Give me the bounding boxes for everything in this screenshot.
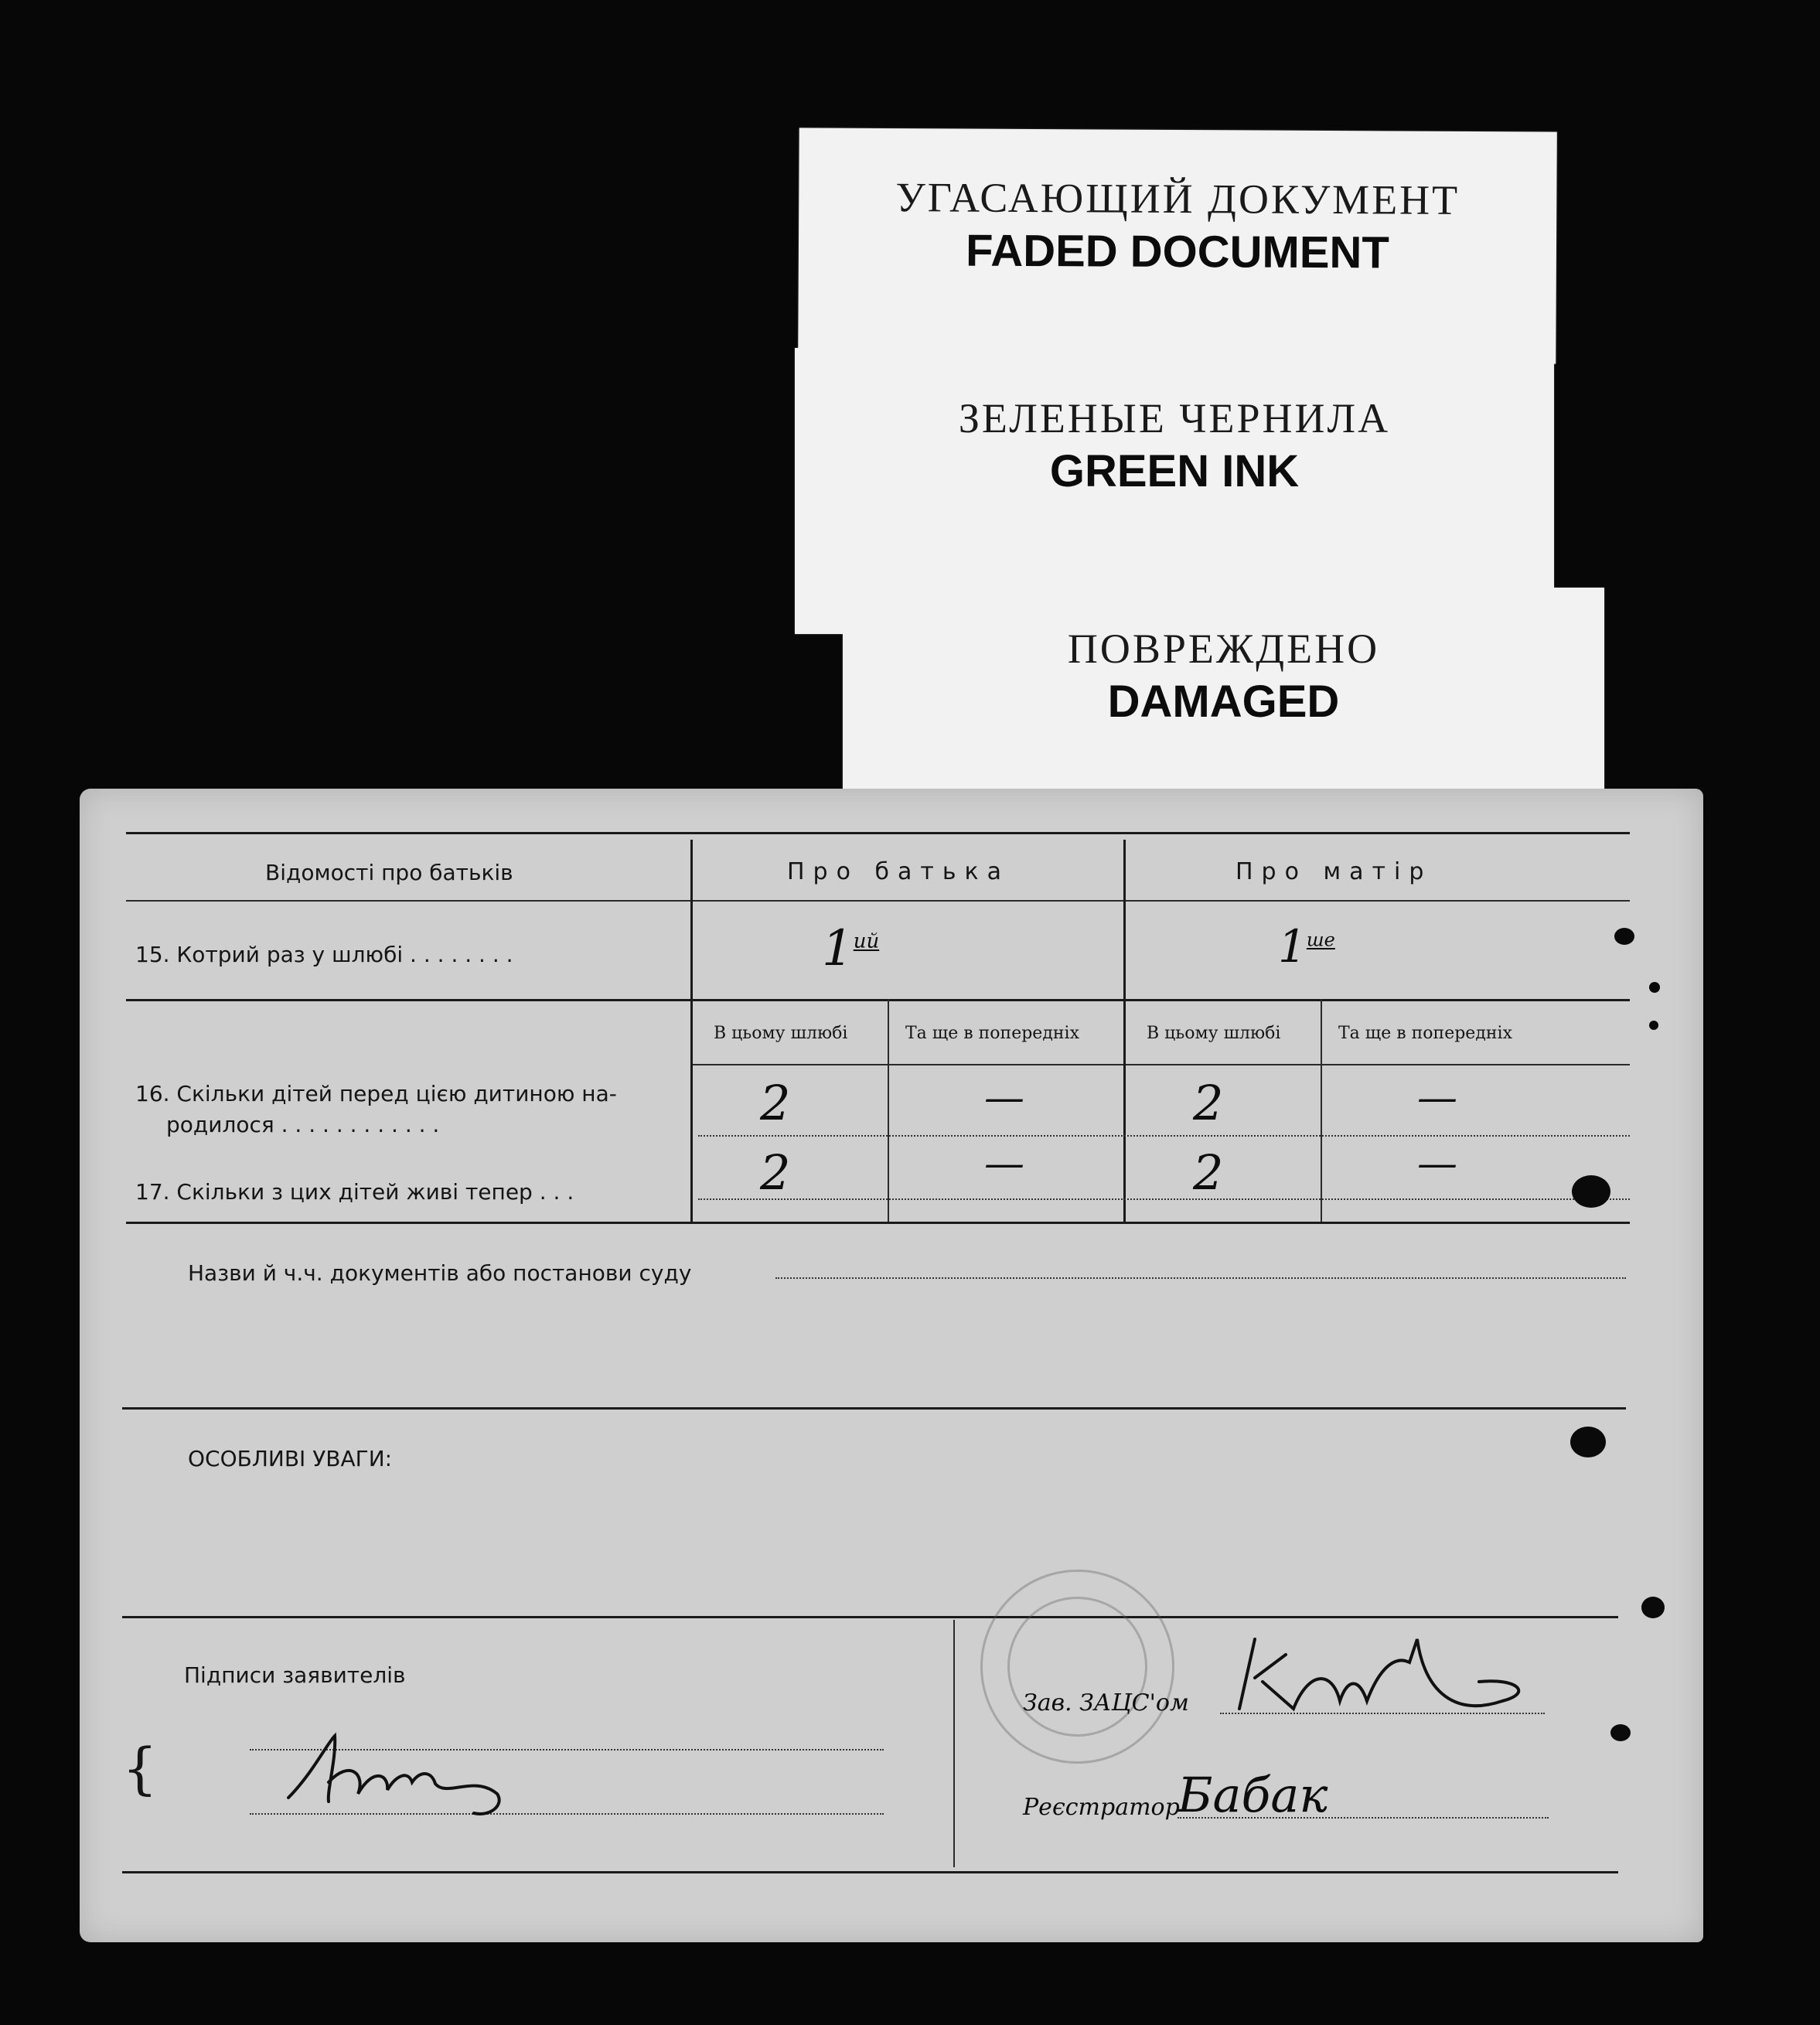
- column-divider: [690, 840, 693, 1222]
- special-notes-label: ОСОБЛИВІ УВАГИ:: [188, 1446, 393, 1471]
- punch-hole: [1649, 982, 1660, 993]
- applicant-signature: [281, 1728, 528, 1829]
- dotted-line: [698, 1135, 1630, 1137]
- row15-mother-value: [1278, 920, 1335, 973]
- row17-mother-prev: —: [1417, 1140, 1457, 1187]
- rule: [122, 1407, 1626, 1410]
- damaged-label-en: DAMAGED: [1107, 677, 1340, 727]
- row15-mother-number: 1: [1278, 920, 1307, 973]
- column-divider: [1123, 840, 1126, 1222]
- row16-label-line1: 16. Скільки дітей перед цією дитиною на-: [135, 1081, 617, 1106]
- head-label: Зав. ЗАЦС'ом: [1023, 1689, 1189, 1716]
- subheader-father-this-marriage: В цьому шлюбі: [714, 1024, 848, 1043]
- brace: {: [122, 1736, 158, 1801]
- column-divider: [888, 999, 889, 1222]
- rule: [126, 999, 1630, 1001]
- signature-divider: [953, 1620, 955, 1867]
- applicants-signatures-label: Підписи заявителів: [184, 1662, 406, 1688]
- registrar-label: Реєстратор: [1023, 1794, 1180, 1821]
- registry-form-sheet: [80, 789, 1703, 1942]
- rule: [126, 1222, 1630, 1224]
- row17-father-this: 2: [760, 1144, 791, 1201]
- column-divider: [1321, 999, 1322, 1222]
- row15-label: 15. Котрий раз у шлюбі . . . . . . . .: [135, 942, 513, 967]
- head-signature: [1224, 1624, 1556, 1732]
- green-ink-label-ru: ЗЕЛЕНЫЕ ЧЕРНИЛА: [958, 395, 1391, 441]
- punch-hole: [1641, 1597, 1665, 1618]
- rule: [122, 1616, 1618, 1618]
- row15-father-number: 1: [822, 920, 854, 977]
- damaged-label-ru: ПОВРЕЖДЕНО: [1067, 626, 1380, 672]
- faded-label-ru: УГАСАЮЩИЙ ДОКУМЕНТ: [895, 174, 1460, 223]
- punch-hole: [1614, 928, 1634, 945]
- punch-hole: [1649, 1021, 1658, 1030]
- green-ink-label-en: GREEN INK: [1049, 446, 1300, 496]
- punch-hole: [1570, 1427, 1606, 1457]
- row17-father-prev: —: [984, 1140, 1024, 1187]
- row16-mother-prev: —: [1417, 1075, 1457, 1121]
- header-mother: Про матір: [1235, 858, 1433, 885]
- rule: [126, 832, 1630, 834]
- row15-mother-suffix: ше: [1306, 929, 1335, 951]
- registrar-signature: Бабак: [1178, 1767, 1328, 1823]
- rule: [122, 1871, 1618, 1873]
- row17-mother-this: 2: [1193, 1144, 1224, 1201]
- row16-father-prev: —: [984, 1075, 1024, 1121]
- subheader-mother-this-marriage: В цьому шлюбі: [1147, 1024, 1281, 1043]
- row17-label: 17. Скільки з цих дітей живі тепер . . .: [135, 1179, 574, 1205]
- faded-label-en: FADED DOCUMENT: [965, 225, 1390, 278]
- dotted-line: [698, 1198, 1630, 1200]
- row16-label-line2: родилося . . . . . . . . . . . .: [166, 1112, 440, 1137]
- subheader-father-previous: Та ще в попередніх: [905, 1024, 1079, 1043]
- punch-hole: [1572, 1175, 1610, 1208]
- row15-father-value: [822, 920, 879, 977]
- damaged-label: [843, 588, 1604, 789]
- row16-mother-this: 2: [1193, 1075, 1224, 1131]
- rule: [126, 900, 1630, 902]
- subheader-mother-previous: Та ще в попередніх: [1338, 1024, 1512, 1043]
- dotted-line: [775, 1277, 1626, 1279]
- header-parents-info: Відомості про батьків: [265, 860, 513, 885]
- rule: [690, 1064, 1630, 1065]
- documents-label: Назви й ч.ч. документів або постанови суду: [188, 1260, 692, 1286]
- faded-document-label: [798, 128, 1557, 363]
- punch-hole: [1610, 1724, 1631, 1741]
- row15-father-suffix: ий: [853, 929, 880, 953]
- header-father: Про батька: [787, 858, 1011, 885]
- row16-father-this: 2: [760, 1075, 791, 1131]
